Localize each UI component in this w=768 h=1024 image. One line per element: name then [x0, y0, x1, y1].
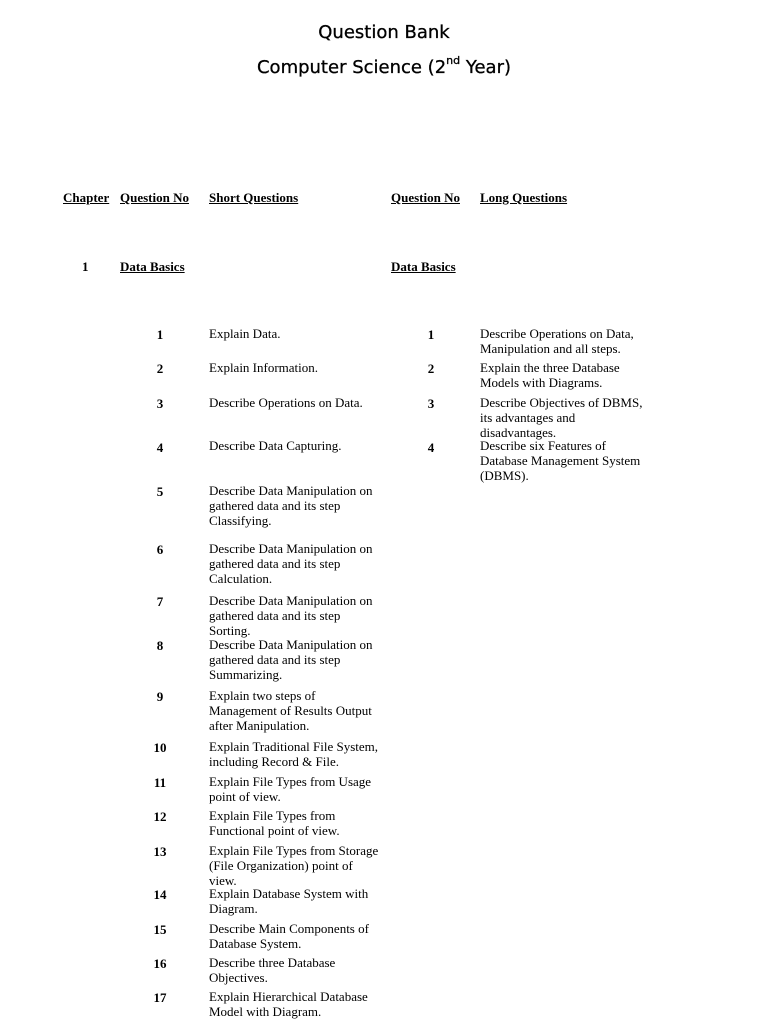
long-question-text: Describe Operations on Data, Manipulation and all steps.	[480, 326, 634, 356]
short-question-text: Explain File Types from Storage (File Organization) point of view.	[209, 843, 379, 888]
short-question-text: Describe Data Manipulation on gathered data and its step Calculation.	[209, 541, 373, 586]
short-question-number: 15	[153, 922, 167, 937]
long-question-number: 3	[427, 396, 435, 411]
long-question-text: Explain the three Database Models with Diagrams.	[480, 360, 620, 390]
short-question-text: Describe three Database Objectives.	[209, 955, 336, 985]
chapter-number: 1	[82, 259, 89, 274]
short-question-number: 17	[153, 990, 167, 1005]
short-question-number: 14	[153, 887, 167, 902]
short-question-text: Describe Data Manipulation on gathered data and its step Sorting.	[209, 593, 373, 638]
long-question-text: Describe Objectives of DBMS, its advantages and disadvantages.	[480, 395, 643, 440]
short-question-number: 16	[153, 956, 167, 971]
short-question-number: 6	[156, 542, 164, 557]
short-question-number: 13	[153, 844, 167, 859]
document-subtitle	[0, 56, 768, 78]
short-question-text: Explain two steps of Management of Results Output after Manipulation.	[209, 688, 372, 733]
short-question-number: 3	[156, 396, 164, 411]
long-question-number: 2	[427, 361, 435, 376]
subtitle-tail: Year)	[460, 57, 511, 78]
subtitle-main: Computer Science (2	[256, 57, 447, 78]
short-question-text: Explain Hierarchical Database Model with Diagram.	[209, 989, 368, 1019]
subtitle-superscript: nd	[446, 54, 461, 67]
header-question-no-long: Question No	[391, 190, 460, 205]
document-title: Question Bank	[318, 22, 450, 43]
header-question-no-short: Question No	[120, 190, 189, 205]
short-question-number: 8	[156, 638, 164, 653]
header-short-questions: Short Questions	[209, 190, 299, 205]
short-question-text: Describe Data Capturing.	[209, 438, 342, 453]
long-question-number: 4	[427, 440, 435, 455]
short-question-number: 1	[156, 327, 164, 342]
short-question-text: Explain File Types from Functional point of view.	[209, 808, 340, 838]
short-question-number: 10	[153, 740, 167, 755]
short-question-number: 11	[153, 775, 167, 790]
short-question-text: Describe Operations on Data.	[209, 395, 363, 410]
short-question-number: 2	[156, 361, 164, 376]
short-question-text: Explain Traditional File System, including Record & File.	[209, 739, 379, 769]
short-question-text: Explain File Types from Usage point of view.	[209, 774, 372, 804]
header-long-questions: Long Questions	[480, 190, 568, 205]
short-question-text: Explain Information.	[209, 360, 319, 375]
short-question-text: Explain Data.	[209, 326, 281, 341]
short-question-text: Explain Database System with Diagram.	[209, 886, 369, 916]
long-question-number: 1	[427, 327, 435, 342]
short-question-number: 5	[156, 484, 164, 499]
header-chapter: Chapter	[63, 190, 110, 205]
short-question-number: 4	[156, 440, 164, 455]
short-section-topic: Data Basics	[120, 259, 185, 274]
short-question-text: Describe Data Manipulation on gathered data and its step Summarizing.	[209, 637, 373, 682]
long-question-text: Describe six Features of Database Management System (DBMS).	[480, 438, 641, 483]
short-question-number: 9	[156, 689, 164, 704]
short-question-number: 12	[153, 809, 167, 824]
short-question-number: 7	[156, 594, 164, 609]
short-question-text: Describe Main Components of Database System.	[209, 921, 369, 951]
short-question-text: Describe Data Manipulation on gathered data and its step Classifying.	[209, 483, 373, 528]
long-section-topic: Data Basics	[391, 259, 456, 274]
